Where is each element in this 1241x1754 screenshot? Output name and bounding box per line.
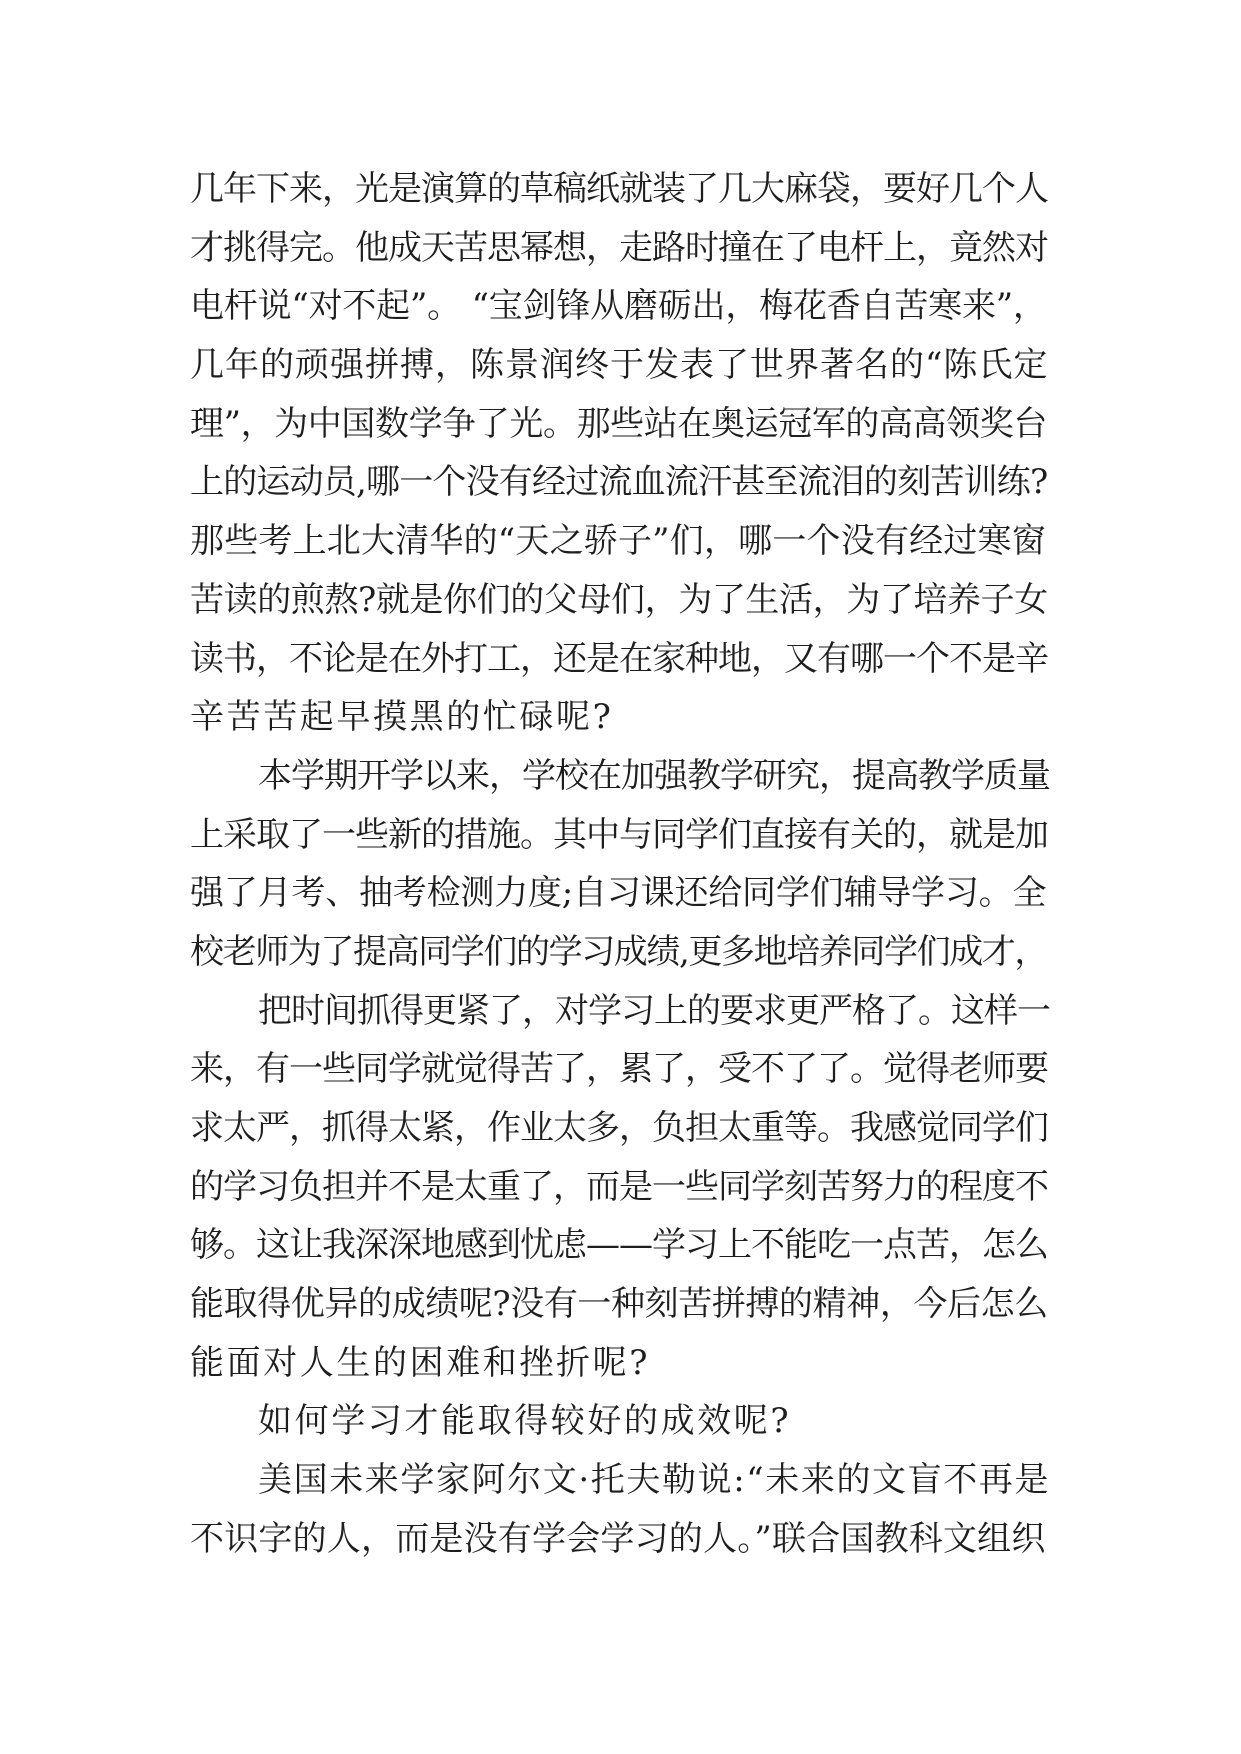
text-line: 几年的顽强拼搏，陈景润终于发表了世界著名的“陈氏定 xyxy=(190,345,1049,386)
text-line: 上采取了一些新的措施。其中与同学们直接有关的，就是加 xyxy=(190,814,1048,855)
text-line: 苦读的煎熬?就是你们的父母们，为了生活，为了培养子女 xyxy=(190,579,1048,620)
text-line: 电杆说“对不起”。 “宝剑锋从磨砺出，梅花香自苦寒来”， xyxy=(190,286,1047,327)
text-line: 上的运动员,哪一个没有经过流血流汗甚至流泪的刻苦训练? xyxy=(190,462,1048,503)
text-line: 才挑得完。他成天苦思幂想，走路时撞在了电杆上，竟然对 xyxy=(190,227,1048,268)
text-line: 能取得优异的成绩呢?没有一种刻苦拼搏的精神，今后怎么 xyxy=(190,1284,1048,1325)
text-line: 几年下来，光是演算的草稿纸就装了几大麻袋，要好几个人 xyxy=(190,169,1048,209)
paragraph-first-line: 把时间抓得更紧了，对学习上的要求更严格了。这样一 xyxy=(258,990,1050,1031)
text-line: 强了月考、抽考检测力度;自习课还给同学们辅导学习。全 xyxy=(190,873,1047,914)
text-line: 求太严，抓得太紧，作业太多，负担太重等。我感觉同学们 xyxy=(190,1108,1048,1148)
text-line: 来，有一些同学就觉得苦了，累了，受不了了。觉得老师要 xyxy=(190,1049,1048,1090)
text-line: 能面对人生的困难和挫折呢? xyxy=(190,1342,651,1383)
text-line: 理”，为中国数学争了光。那些站在奥运冠军的高高领奖台 xyxy=(190,403,1047,444)
text-line: 辛苦苦起早摸黑的忙碌呢? xyxy=(190,697,614,738)
text-line: 够。这让我深深地感到忧虑——学习上不能吃一点苦，怎么 xyxy=(190,1225,1048,1266)
paragraph-first-line: 如何学习才能取得较好的成效呢? xyxy=(258,1401,792,1442)
text-line: 的学习负担并不是太重了，而是一些同学刻苦努力的程度不 xyxy=(190,1166,1048,1207)
paragraph-first-line: 本学期开学以来，学校在加强教学研究，提高教学质量 xyxy=(258,755,1050,796)
text-line: 读书，不论是在外打工，还是在家种地，又有哪一个不是辛 xyxy=(190,638,1048,679)
body-text xyxy=(190,160,1050,1569)
text-line: 不识字的人，而是没有学会学习的人。”联合国教科文组织 xyxy=(190,1518,1046,1559)
text-line: 那些考上北大清华的“天之骄子”们，哪一个没有经过寒窗 xyxy=(190,521,1046,562)
paragraph-first-line: 美国未来学家阿尔文·托夫勒说:“未来的文盲不再是 xyxy=(258,1460,1051,1501)
text-line: 校老师为了提高同学们的学习成绩,更多地培养同学们成才， xyxy=(190,931,1048,972)
